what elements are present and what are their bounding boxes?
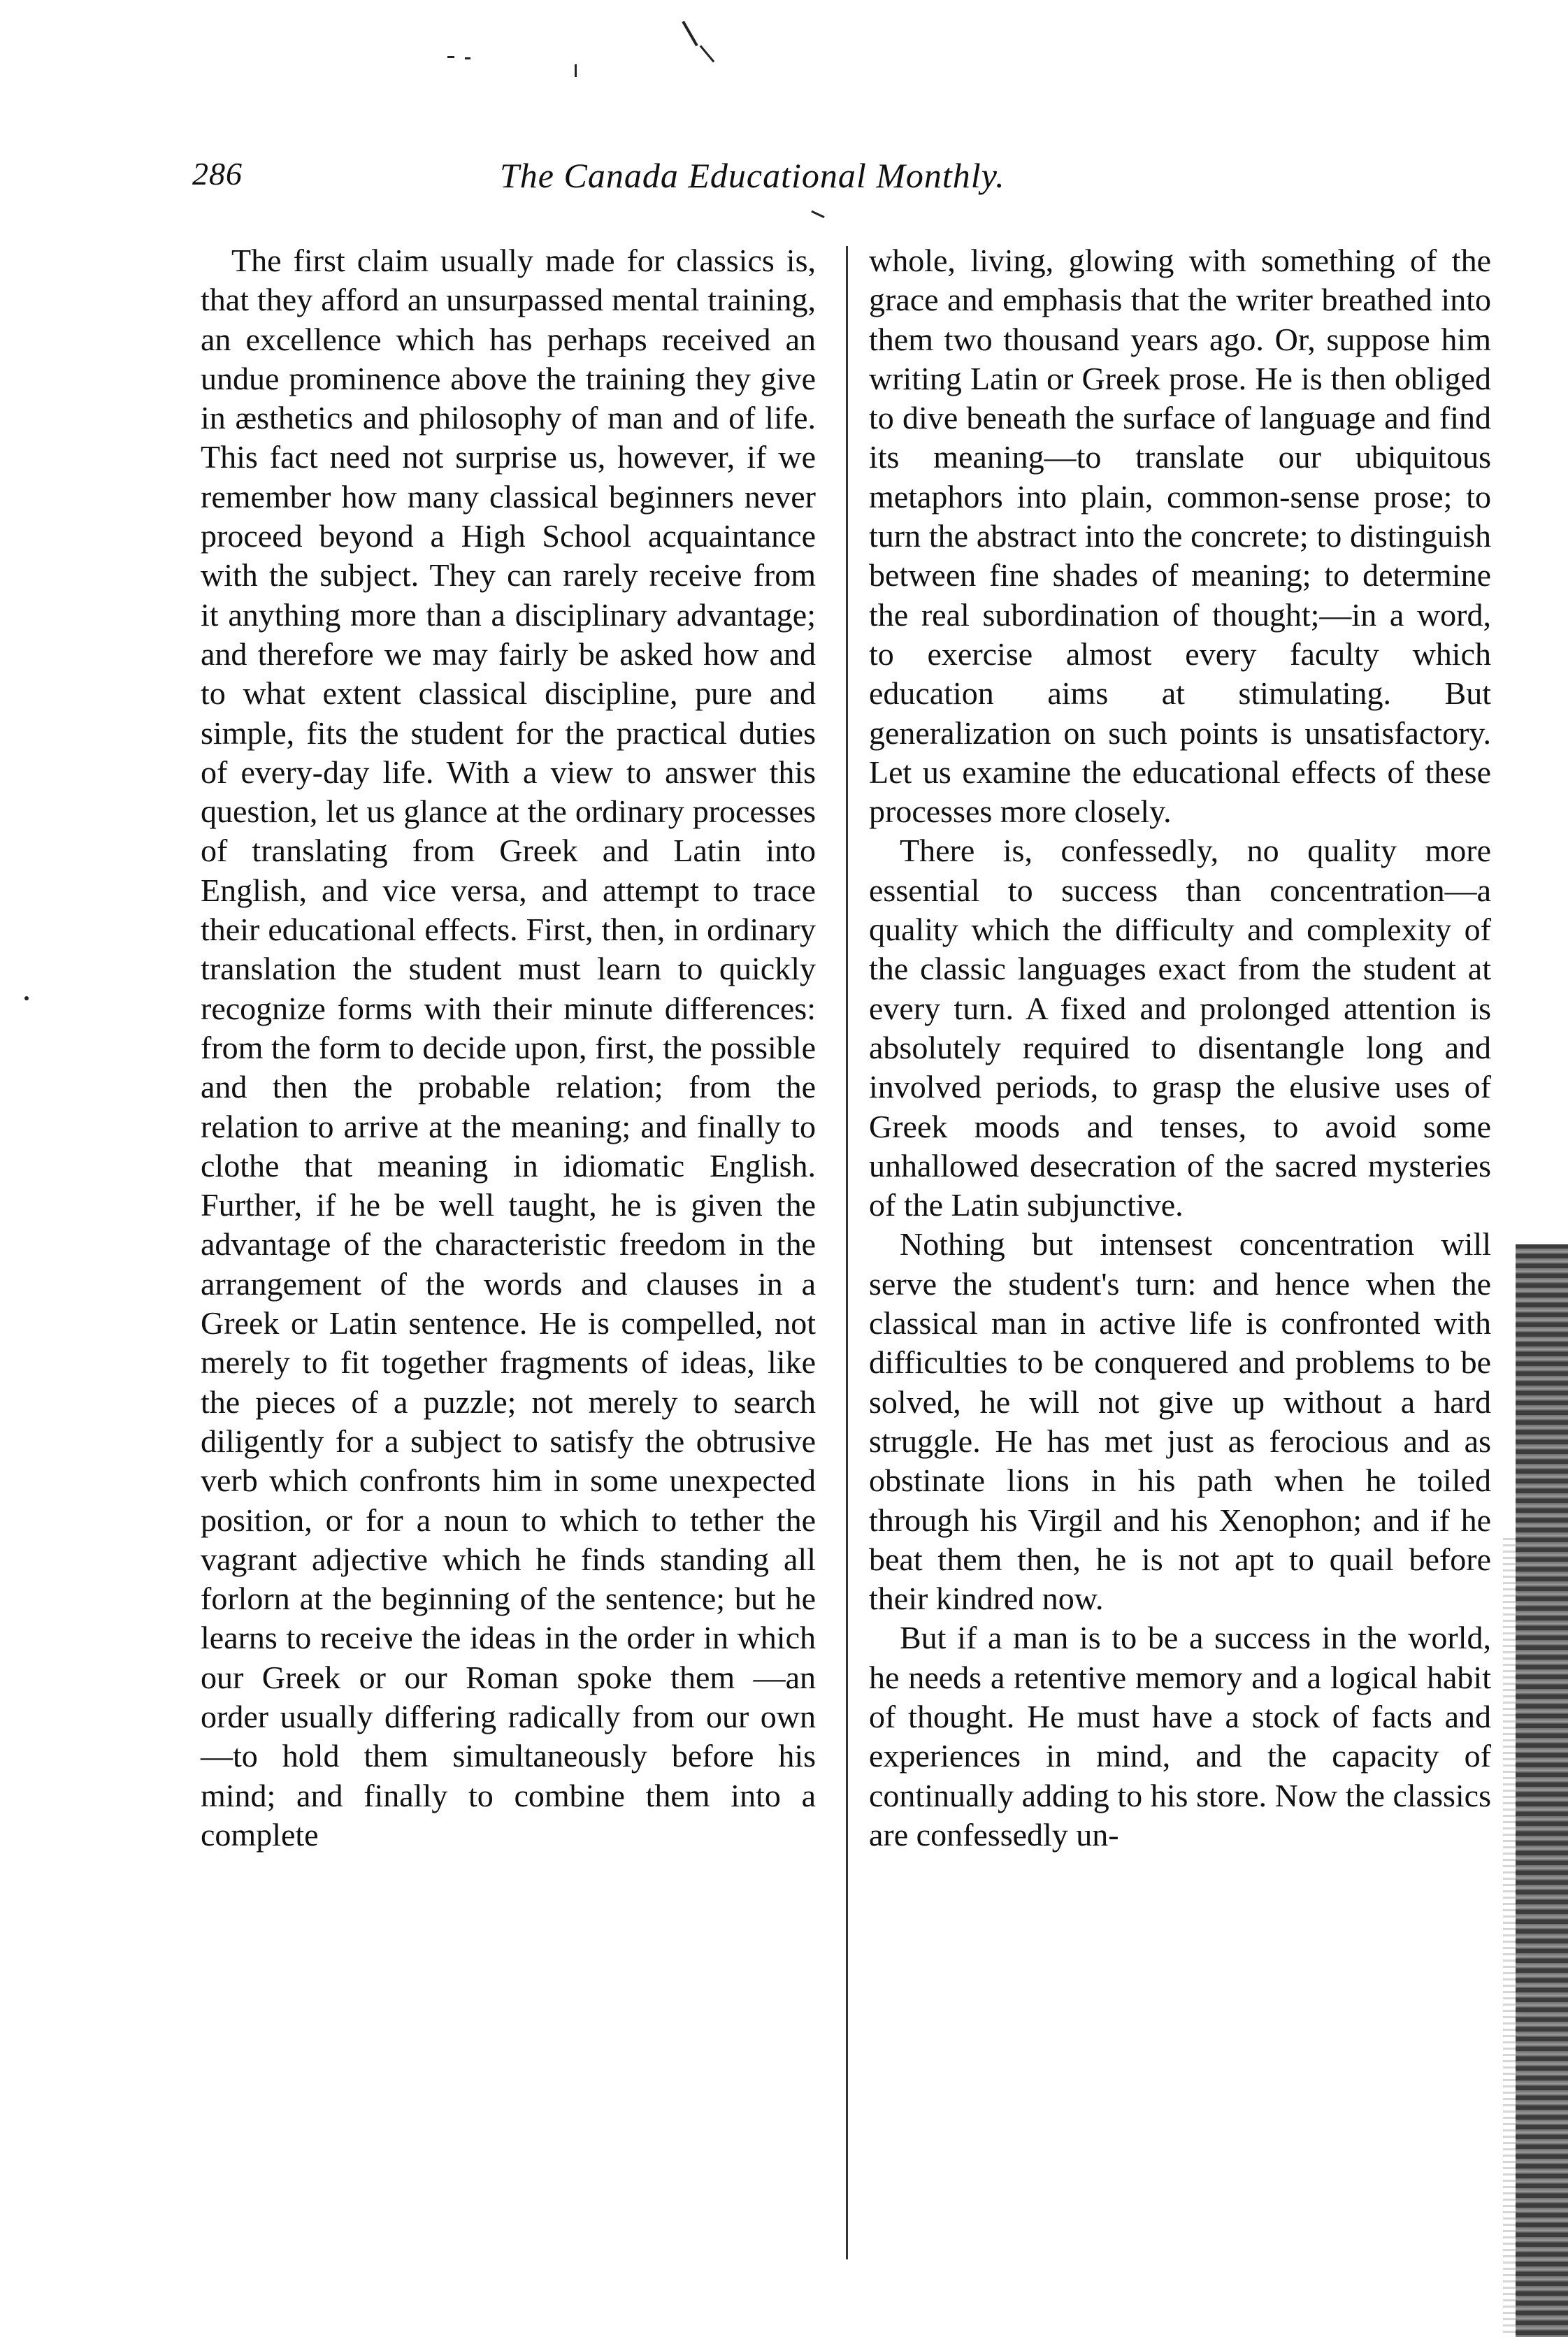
- scan-speck: [811, 210, 824, 218]
- running-title: The Canada Educational Monthly.: [500, 156, 1005, 195]
- page-edge-shadow: [1503, 1538, 1517, 2337]
- page-edge-dark-strip: [1516, 1244, 1568, 2337]
- scan-speck: [24, 996, 29, 1000]
- scan-speck: [465, 57, 470, 59]
- page-number: 286: [192, 156, 243, 192]
- scan-speck: [700, 45, 715, 63]
- paragraph: Nothing but intensest concentration will serve the student's turn: and hence when the classical man in active life is confronted with difficulties to be conquered and problems to be solved, he will not give up without a hard struggle. He has met just as ferocious and as obstinate lions in his path when he toiled through his Virgil and his Xenophon; and if he beat them then, he is not apt to quail before their kindred now.: [869, 1226, 1491, 1617]
- scan-speck: [575, 64, 577, 77]
- page-header: [192, 155, 1157, 204]
- scan-speck: [682, 21, 698, 47]
- paragraph: But if a man is to be a success in the world, he needs a retentive memory and a logical habit of thought. He must have a stock of facts and experiences in mind, and the capacity of continually adding to his store. Now the classics are confessedly un-: [869, 1620, 1491, 1853]
- left-column: [201, 241, 816, 1855]
- paragraph: The first claim usually made for classics is, that they afford an unsurpassed mental training, an excellence which has perhaps received an undue prominence above the training they give in æsthetics and philosophy of man and of life. This fact need not surprise us, however, if we remember how many classical beginners never proceed beyond a High School acquaintance with the subject. They can rarely receive from it anything more than a disciplinary advantage; and therefore we may fairly be asked how and to what extent classical discipline, pure and simple, fits the student for the practical duties of every-day life. With a view to answer this question, let us glance at the ordinary processes of translating from Greek and Latin into English, and vice versa, and attempt to trace their educational effects. First, then, in ordinary translation the student must learn to quickly recognize forms with their minute differences: from the form to decide upon, first, the possible and then the probable relation; from the relation to arrive at the meaning; and finally to clothe that meaning in idiomatic English. Further, if he be well taught, he is given the advantage of the characteristic freedom in the arrangement of the words and clauses in a Greek or Latin sentence. He is compelled, not merely to fit together fragments of ideas, like the pieces of a puzzle; not merely to search diligently for a subject to satisfy the obtrusive verb which confronts him in some unexpected position, or for a noun to which to tether the vagrant adjective which he finds standing all forlorn at the beginning of the sentence; but he learns to receive the ideas in the order in which our Greek or our Roman spoke them —an order usually differing radically from our own—to hold them simultaneously before his mind; and finally to combine them into a complete: [201, 243, 816, 1853]
- paragraph: There is, confessedly, no quality more essential to success than concentration—a quality which the difficulty and complexity of the classic languages exact from the student at every turn. A fixed and prolonged attention is absolutely required to disentangle long and involved periods, to grasp the elusive uses of Greek moods and tenses, to avoid some unhallowed desecration of the sacred mysteries of the Latin subjunctive.: [869, 833, 1491, 1223]
- scan-speck: [447, 56, 454, 58]
- paragraph: whole, living, glowing with something of the grace and emphasis that the writer breathed into them two thousand years ago. Or, suppose him writing Latin or Greek prose. He is then obliged to dive beneath the surface of language and find its meaning—to translate our ubiquitous metaphors into plain, common-sense prose; to turn the abstract into the concrete; to distinguish between fine shades of meaning; to determine the real subordination of thought;—in a word, to exercise almost every faculty which education aims at stimulating. But generalization on such points is unsatisfactory. Let us examine the educational effects of these processes more closely.: [869, 243, 1491, 830]
- column-divider: [846, 246, 848, 2259]
- right-column: [869, 241, 1491, 1855]
